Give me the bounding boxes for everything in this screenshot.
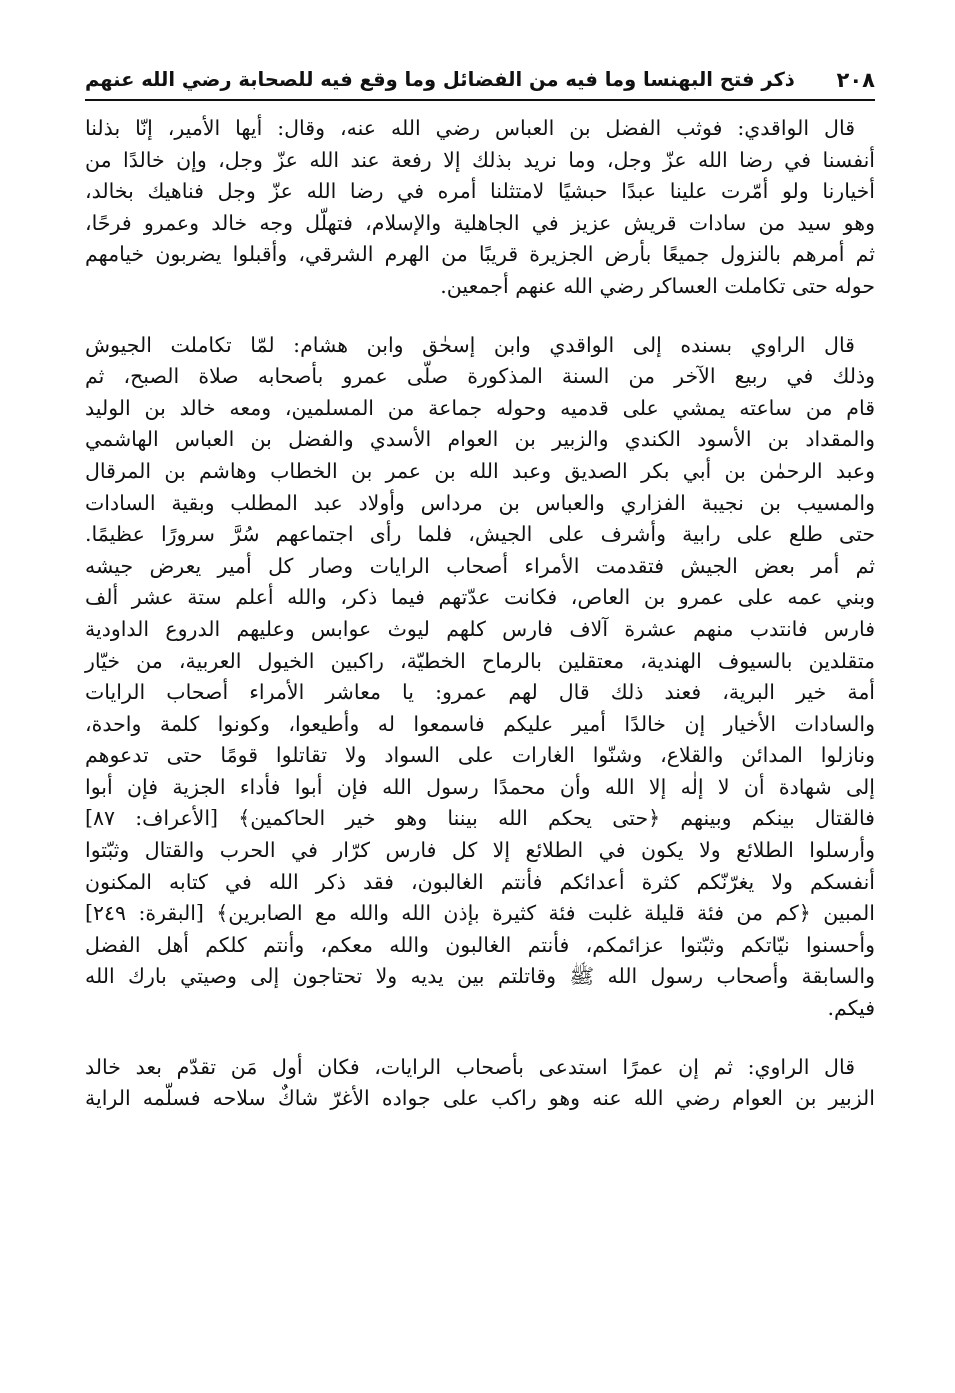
text-line: قال الراوي: ثم إن عمرًا استدعى بأصحاب الرايات، فكان أول مَن تقدّم بعد خالد: [85, 1054, 855, 1079]
text-line: وذلك في ربيع الآخر من السنة المذكورة صلّى عمرو بأصحابه صلاة الصبح، ثم: [85, 364, 875, 389]
running-header-title: ذكر فتح البهنسا وما فيه من الفضائل وما وقع فيه للصحابة رضي الله عنهم: [85, 68, 795, 91]
text-line: ونازلوا المدائن والقلاع، وشنّوا الغارات على السواد ولا تقاتلوا قومًا حتى تدعوهم: [85, 743, 875, 768]
text-line: قال الراوي بسنده إلى الواقدي وابن إسحٰق وابن هشام: لمّا تكاملت الجيوش: [85, 332, 855, 357]
text-line: فارس فانتدب منهم عشرة آلاف فارس كلهم ليوث عوابس وعليهم الدروع الداودية: [85, 616, 875, 641]
text-line: فالقتال بينكم وبينهم ﴿حتى يحكم الله بيننا وهو خير الحاكمين﴾ [الأعراف: ٨٧]: [85, 806, 875, 831]
text-line: الزبير بن العوام رضي الله عنه وهو راكب على جواده الأغرّ شاكٌ سلاحه فسلّمه الراية: [85, 1086, 875, 1111]
text-line: حوله حتى تكاملت العساكر رضي الله عنهم أجمعين.: [440, 273, 875, 298]
paragraph-2: [85, 330, 875, 1025]
text-line: أخيارنا ولو أمّرت علينا عبدًا حبشيًا لامتثلنا أمره في رضا الله عزّ وجل فناهيك بخالد،: [85, 179, 875, 204]
text-line: إلى شهادة أن لا إلٰه إلا الله وأن محمدًا رسول الله فإن أبوا فأداء الجزية فإن أبوا: [85, 774, 875, 799]
text-line: قال الواقدي: فوثب الفضل بن العباس رضي الله عنه، وقال: أيها الأمير، إنّا بذلنا: [85, 116, 855, 140]
text-line: حتى طلع على رابية وأشرف على الجيش، فلما رأى اجتماعهم سُرَّ سرورًا عظيمًا.: [85, 522, 875, 547]
text-line: أمة خير البرية، فعند ذلك قال لهم عمرو: يا معاشر الأمراء أصحاب الرايات: [85, 680, 875, 705]
text-line: والمسيب بن نجيبة الفزاري والعباس بن مرداس وأولاد عبد المطلب وبقية السادات: [85, 490, 875, 515]
text-line: وعبد الرحمٰن بن أبي بكر الصديق وعبد الله بن عمر بن الخطاب وهاشم بن المرقال: [85, 458, 875, 483]
text-line: والمقداد بن الأسود الكندي والزبير بن العوام الأسدي والفضل بن العباس الهاشمي: [85, 427, 875, 452]
text-line: أنفسنا في رضا الله عزّ وجل، وما نريد بذلك إلا رفعة عند الله عزّ وجل، وإن خالدًا من: [85, 147, 875, 172]
text-line: وأحسنوا نيّاتكم وثبّتوا عزائمكم، فأنتم الغالبون والله معكم، وأنتم كلكم أهل الفضل: [85, 932, 875, 957]
page-number: ٢٠٨: [836, 68, 875, 92]
text-line: ثم أمرهم بالنزول جميعًا بأرض الجزيرة قريبًا من الهرم الشرقي، وأقبلوا يضربون خيامهم: [85, 242, 875, 267]
text-line: وهو سيد من سادات قريش عزيز في الجاهلية والإسلام، فتهلّل وجه خالد وعمرو فرحًا،: [85, 210, 875, 235]
paragraph-1: [85, 113, 875, 303]
text-line: وبني عمه على عمرو بن العاص، فكانت عدّتهم فيما ذكر، والله أعلم ستة عشر ألف: [85, 585, 875, 610]
text-line: وأرسلوا الطلائع ولا يكون في الطلائع إلا كل فارس كرّار في الحرب والقتال وثبّتوا: [85, 838, 875, 863]
header-divider: [85, 99, 875, 101]
running-header: [85, 55, 875, 95]
text-line: ثم أمر بعض الجيش فتقدمت الأمراء أصحاب الرايات وصار كل أمير يعرض جيشه: [85, 553, 875, 578]
text-line: والسادات الأخيار إن خالدًا أمير عليكم فاسمعوا له وأطيعوا، وكونوا كلمة واحدة،: [85, 711, 875, 736]
body-text: [85, 113, 875, 1115]
paragraph-3: [85, 1052, 875, 1115]
text-line: قام من ساعته يمشي على قدميه وحوله جماعة من المسلمين، ومعه خالد بن الوليد: [85, 395, 875, 420]
text-line: فيكم.: [827, 996, 875, 1021]
text-line: والسابقة وأصحاب رسول الله ﷺ وقاتلتم بين يديه ولا تحتاجون إلى وصيتي بارك الله: [85, 964, 875, 989]
text-line: المبين ﴿كم من فئة قليلة غلبت فئة كثيرة بإذن الله والله مع الصابرين﴾ [البقرة: ٢٤٩]: [85, 901, 875, 926]
text-line: أنفسكم ولا يغرّنّكم كثرة أعدائكم فأنتم الغالبون، فقد ذكر الله في كتابه المكنون: [85, 869, 875, 894]
text-line: متقلدين بالسيوف الهندية، معتقلين بالرماح الخطيّة، راكبين الخيول العربية، من خيّار: [85, 648, 875, 673]
